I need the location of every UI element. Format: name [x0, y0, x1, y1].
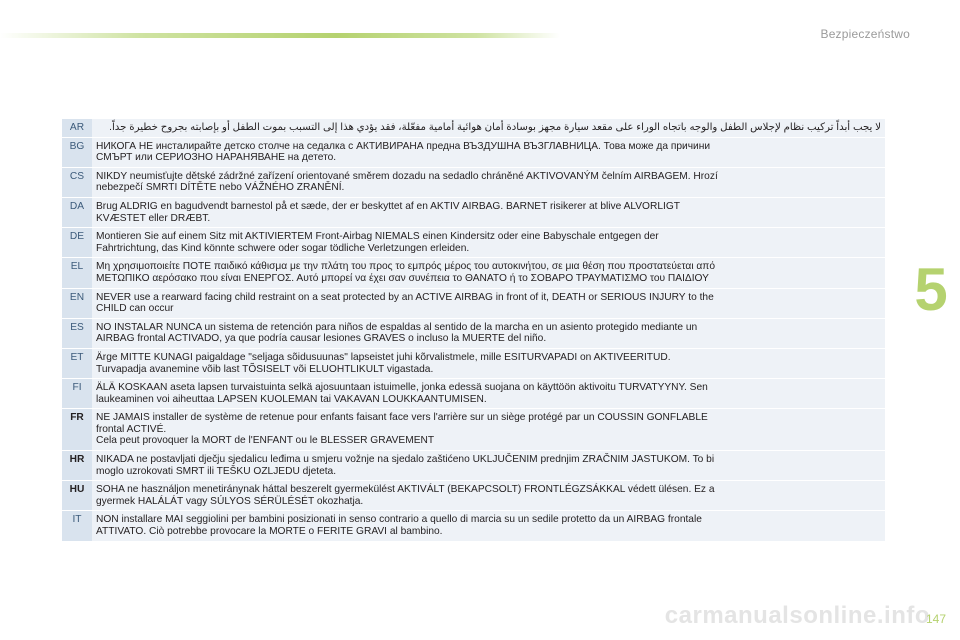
warning-row-fi — [62, 379, 885, 409]
warning-text-line: nebezpečí SMRTI DÍTĚTE nebo VÁŽNÉHO ZRANĚNÍ. — [96, 182, 345, 194]
warning-text-line: gyermek HALÁLÁT vagy SÚLYOS SÉRÜLÉSÉT okozhatja. — [96, 495, 364, 507]
warning-row-en — [62, 288, 885, 318]
warning-row-hr — [62, 451, 885, 481]
warning-row-de — [62, 228, 885, 258]
language-code: ET — [62, 348, 92, 378]
warning-text-line: Cela peut provoquer la MORT de l'ENFANT ou le BLESSER GRAVEMENT — [96, 435, 435, 447]
warning-text — [92, 348, 885, 378]
warning-text — [92, 409, 885, 451]
warning-text-line: Montieren Sie auf einem Sitz mit AKTIVIERTEM Front-Airbag NIEMALS einen Kindersitz oder eine Babyschale entgegen der — [96, 231, 659, 243]
warning-text-line: laukeaminen voi aiheuttaa LAPSEN KUOLEMAN tai VAKAVAN LOUKKAANTUMISEN. — [96, 393, 487, 405]
language-code: ES — [62, 318, 92, 348]
airbag-warning-table — [62, 119, 885, 542]
warning-row-cs — [62, 167, 885, 197]
warning-text-line: НИКОГА НЕ инсталирайте детско столче на седалка с АКТИВИРАНА предна ВЪЗДУШНА ВЪЗГЛАВНИЦА. Това може да причини — [96, 140, 711, 152]
header-accent-bar — [0, 33, 560, 38]
page-number: 147 — [925, 612, 946, 626]
language-code: HU — [62, 481, 92, 511]
warning-text — [92, 451, 885, 481]
warning-text-line: NIKADA ne postavljati dječju sjedalicu leđima u smjeru vožnje na sjedalo zaštićeno UKLJUČENIM prednjim ZRAČNIM JASTUKOM. To bi — [96, 454, 715, 466]
warning-row-bg — [62, 137, 885, 167]
warning-text-line: AIRBAG frontal ACTIVADO, ya que podría causar lesiones GRAVES o incluso la MUERTE del niño. — [96, 333, 547, 345]
language-code: AR — [62, 119, 92, 137]
warning-row-hu — [62, 481, 885, 511]
chapter-number: 5 — [914, 256, 948, 323]
warning-text — [92, 137, 885, 167]
warning-row-it — [62, 511, 885, 541]
warning-text-line: لا يجب أبداً تركيب نظام لإجلاس الطفل والوجه باتجاه الوراء على مقعد سيارة مجهز بوسادة أمان هوائية أمامية مفعّلة، فقد يؤدي هذا إلى التسبب بموت الطفل أو بإصابته بجروح خطيرة جداً. — [109, 122, 881, 133]
warning-text-line: ÄLÄ KOSKAAN aseta lapsen turvaistuinta selkä ajosuuntaan istuimelle, jonka edessä suojana on käyttöön aktivoitu TURVATYYNY. Sen — [96, 382, 708, 394]
warning-text-line: Brug ALDRIG en bagudvendt barnestol på et sæde, der er beskyttet af en AKTIV AIRBAG. BARNET risikerer at blive ALVORLIGT — [96, 200, 680, 212]
warning-text-line: NON installare MAI seggiolini per bambini posizionati in senso contrario a quello di marcia su un sedile protetto da un AIRBAG frontale — [96, 514, 702, 526]
warning-row-et — [62, 348, 885, 378]
warning-text-line: СМЪРТ или СЕРИОЗНО НАРАНЯВАНЕ на детето. — [96, 152, 337, 164]
warning-text-line: CHILD can occur — [96, 303, 174, 315]
warning-row-fr — [62, 409, 885, 451]
warning-text-line: NIKDY neumisťujte dětské zádržné zařízení orientované směrem dozadu na sedadlo chráněné AKTIVOVANÝM čelním AIRBAGEM. Hrozí — [96, 170, 718, 182]
language-code: HR — [62, 451, 92, 481]
warning-text — [92, 379, 885, 409]
warning-rows — [62, 119, 885, 541]
warning-row-ar — [62, 119, 885, 137]
warning-text — [92, 288, 885, 318]
language-code: DA — [62, 197, 92, 227]
warning-row-el — [62, 258, 885, 288]
language-code: FI — [62, 379, 92, 409]
language-code: EN — [62, 288, 92, 318]
warning-text-line: SOHA ne használjon menetiránynak háttal beszerelt gyermekülést AKTIVÁLT (BEKAPCSOLT) FRONTLÉGZSÁKKAL védett ülésen. Ez a — [96, 484, 715, 496]
warning-text — [92, 228, 885, 258]
warning-text — [92, 167, 885, 197]
warning-row-es — [62, 318, 885, 348]
language-code: EL — [62, 258, 92, 288]
warning-text-line: ΜΕΤΩΠΙΚΟ αερόσακο που είναι ΕΝΕΡΓΟΣ. Αυτό μπορεί να έχει σαν συνέπεια το ΘΑΝΑΤΟ ή το ΣΟΒΑΡΟ ΤΡΑΥΜΑΤΙΣΜΟ του ΠΑΙΔΙΟΥ — [96, 272, 709, 284]
chapter-tab — [902, 250, 960, 330]
warning-text — [92, 318, 885, 348]
watermark: carmanualsonline.info — [664, 602, 930, 629]
warning-text — [92, 197, 885, 227]
language-code: CS — [62, 167, 92, 197]
warning-text-line: Μη χρησιμοποιείτε ΠΟΤΕ παιδικό κάθισμα με την πλάτη του προς το εμπρός μέρος του αυτοκινήτου, σε μια θέση που προστατεύεται από — [96, 261, 715, 273]
warning-text-line: moglo uzrokovati SMRT ili TEŠKU OZLJEDU djeteta. — [96, 465, 337, 477]
warning-text-line: Ärge MITTE KUNAGI paigaldage "seljaga sõidusuunas" lapseistet juhi kõrvalistmele, mille ESITURVAPADI on AKTIVEERITUD. — [96, 351, 671, 363]
warning-row-da — [62, 197, 885, 227]
warning-text-line: ATTIVATO. Ciò potrebbe provocare la MORTE o FERITE GRAVI al bambino. — [96, 526, 443, 538]
warning-text — [92, 258, 885, 288]
language-code: FR — [62, 409, 92, 451]
warning-text — [92, 481, 885, 511]
section-title: Bezpieczeństwo — [820, 27, 910, 41]
warning-text-line: Fahrtrichtung, das Kind könnte schwere oder sogar tödliche Verletzungen erleiden. — [96, 242, 470, 254]
warning-text-line: KVÆSTET eller DRÆBT. — [96, 212, 211, 224]
language-code: DE — [62, 228, 92, 258]
warning-text — [92, 119, 885, 137]
language-code: BG — [62, 137, 92, 167]
warning-text-line: frontal ACTIVÉ. — [96, 423, 167, 435]
language-code: IT — [62, 511, 92, 541]
warning-text — [92, 511, 885, 541]
warning-text-line: NO INSTALAR NUNCA un sistema de retención para niños de espaldas al sentido de la marcha en un asiento protegido mediante un — [96, 321, 698, 333]
warning-text-line: Turvapadja avanemine võib last TÕSISELT või ELUOHTLIKULT vigastada. — [96, 363, 434, 375]
warning-text-line: NE JAMAIS installer de système de retenue pour enfants faisant face vers l'arrière sur un siège protégé par un COUSSIN GONFLABLE — [96, 412, 708, 424]
warning-text-line: NEVER use a rearward facing child restraint on a seat protected by an ACTIVE AIRBAG in front of it, DEATH or SERIOUS INJURY to the — [96, 291, 714, 303]
